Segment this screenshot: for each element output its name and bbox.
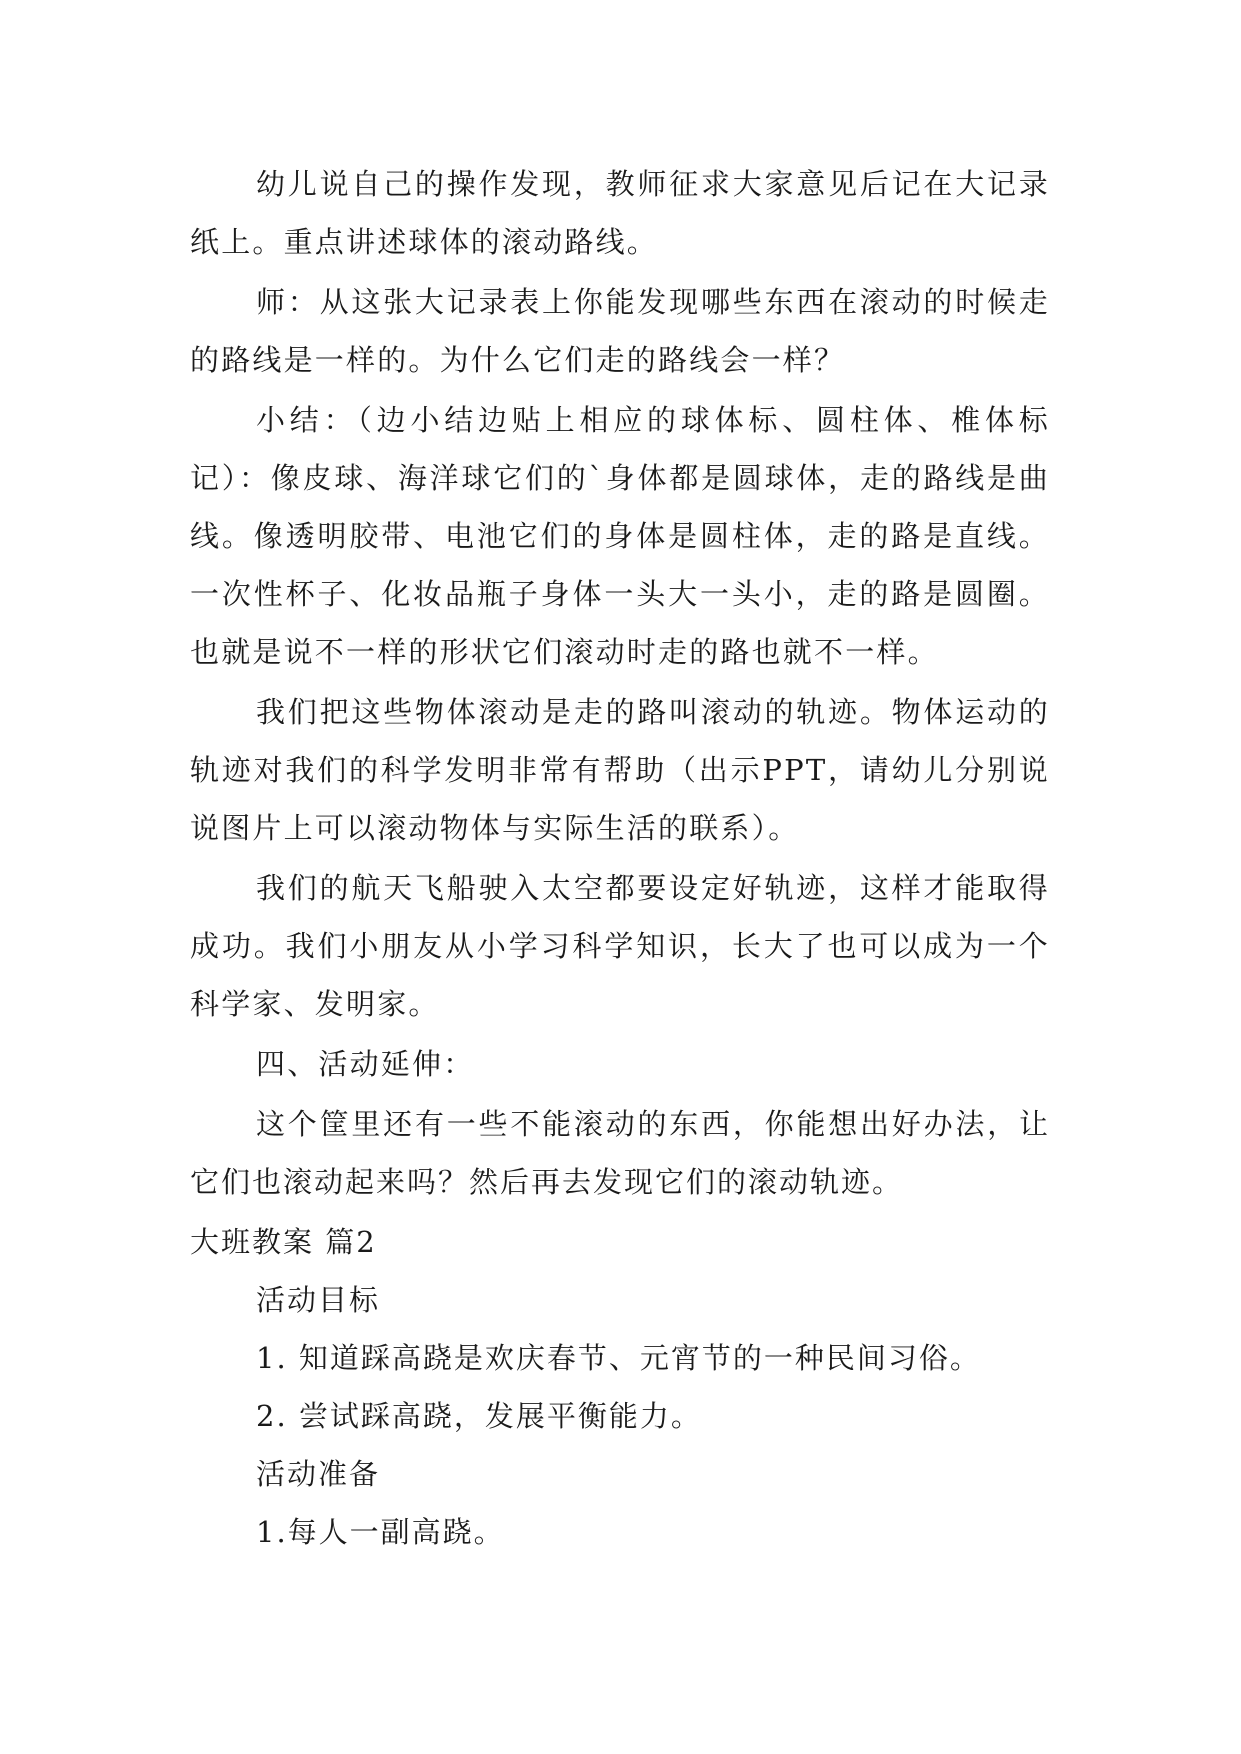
paragraph-operation-findings: 幼儿说自己的操作发现，教师征求大家意见后记在大记录纸上。重点讲述球体的滚动路线。	[190, 167, 1050, 259]
section-title: 大班教案 篇2	[190, 1225, 377, 1259]
paragraph-rolling-trajectory: 我们把这些物体滚动是走的路叫滚动的轨迹。物体运动的轨迹对我们的科学发明非常有帮助（出示PPT，请幼儿分别说说图片上可以滚动物体与实际生活的联系）。	[190, 695, 1050, 845]
goal-item-1: 1. 知道踩高跷是欢庆春节、元宵节的一种民间习俗。	[256, 1341, 981, 1375]
paragraph-teacher-question: 师：从这张大记录表上你能发现哪些东西在滚动的时候走的路线是一样的。为什么它们走的路线会一样？	[190, 285, 1050, 377]
goals-heading: 活动目标	[256, 1283, 381, 1317]
document-body	[190, 155, 1050, 1561]
paragraph-extension-body: 这个筐里还有一些不能滚动的东西，你能想出好办法，让它们也滚动起来吗？然后再去发现它们的滚动轨迹。	[190, 1107, 1050, 1199]
prep-item-1: 1.每人一副高跷。	[256, 1515, 505, 1549]
paragraph-spacecraft: 我们的航天飞船驶入太空都要设定好轨迹，这样才能取得成功。我们小朋友从小学习科学知识，长大了也可以成为一个科学家、发明家。	[190, 871, 1050, 1021]
paragraph-summary: 小结：（边小结边贴上相应的球体标、圆柱体、椎体标记）：像皮球、海洋球它们的`身体都是圆球体，走的路线是曲线。像透明胶带、电池它们的身体是圆柱体，走的路是直线。一次性杯子、化妆品瓶子身体一头大一头小，走的路是圆圈。也就是说不一样的形状它们滚动时走的路也就不一样。	[190, 403, 1050, 669]
paragraph-extension-heading: 四、活动延伸：	[256, 1047, 475, 1081]
goal-item-2: 2. 尝试踩高跷，发展平衡能力。	[256, 1399, 702, 1433]
prep-heading: 活动准备	[256, 1457, 381, 1491]
